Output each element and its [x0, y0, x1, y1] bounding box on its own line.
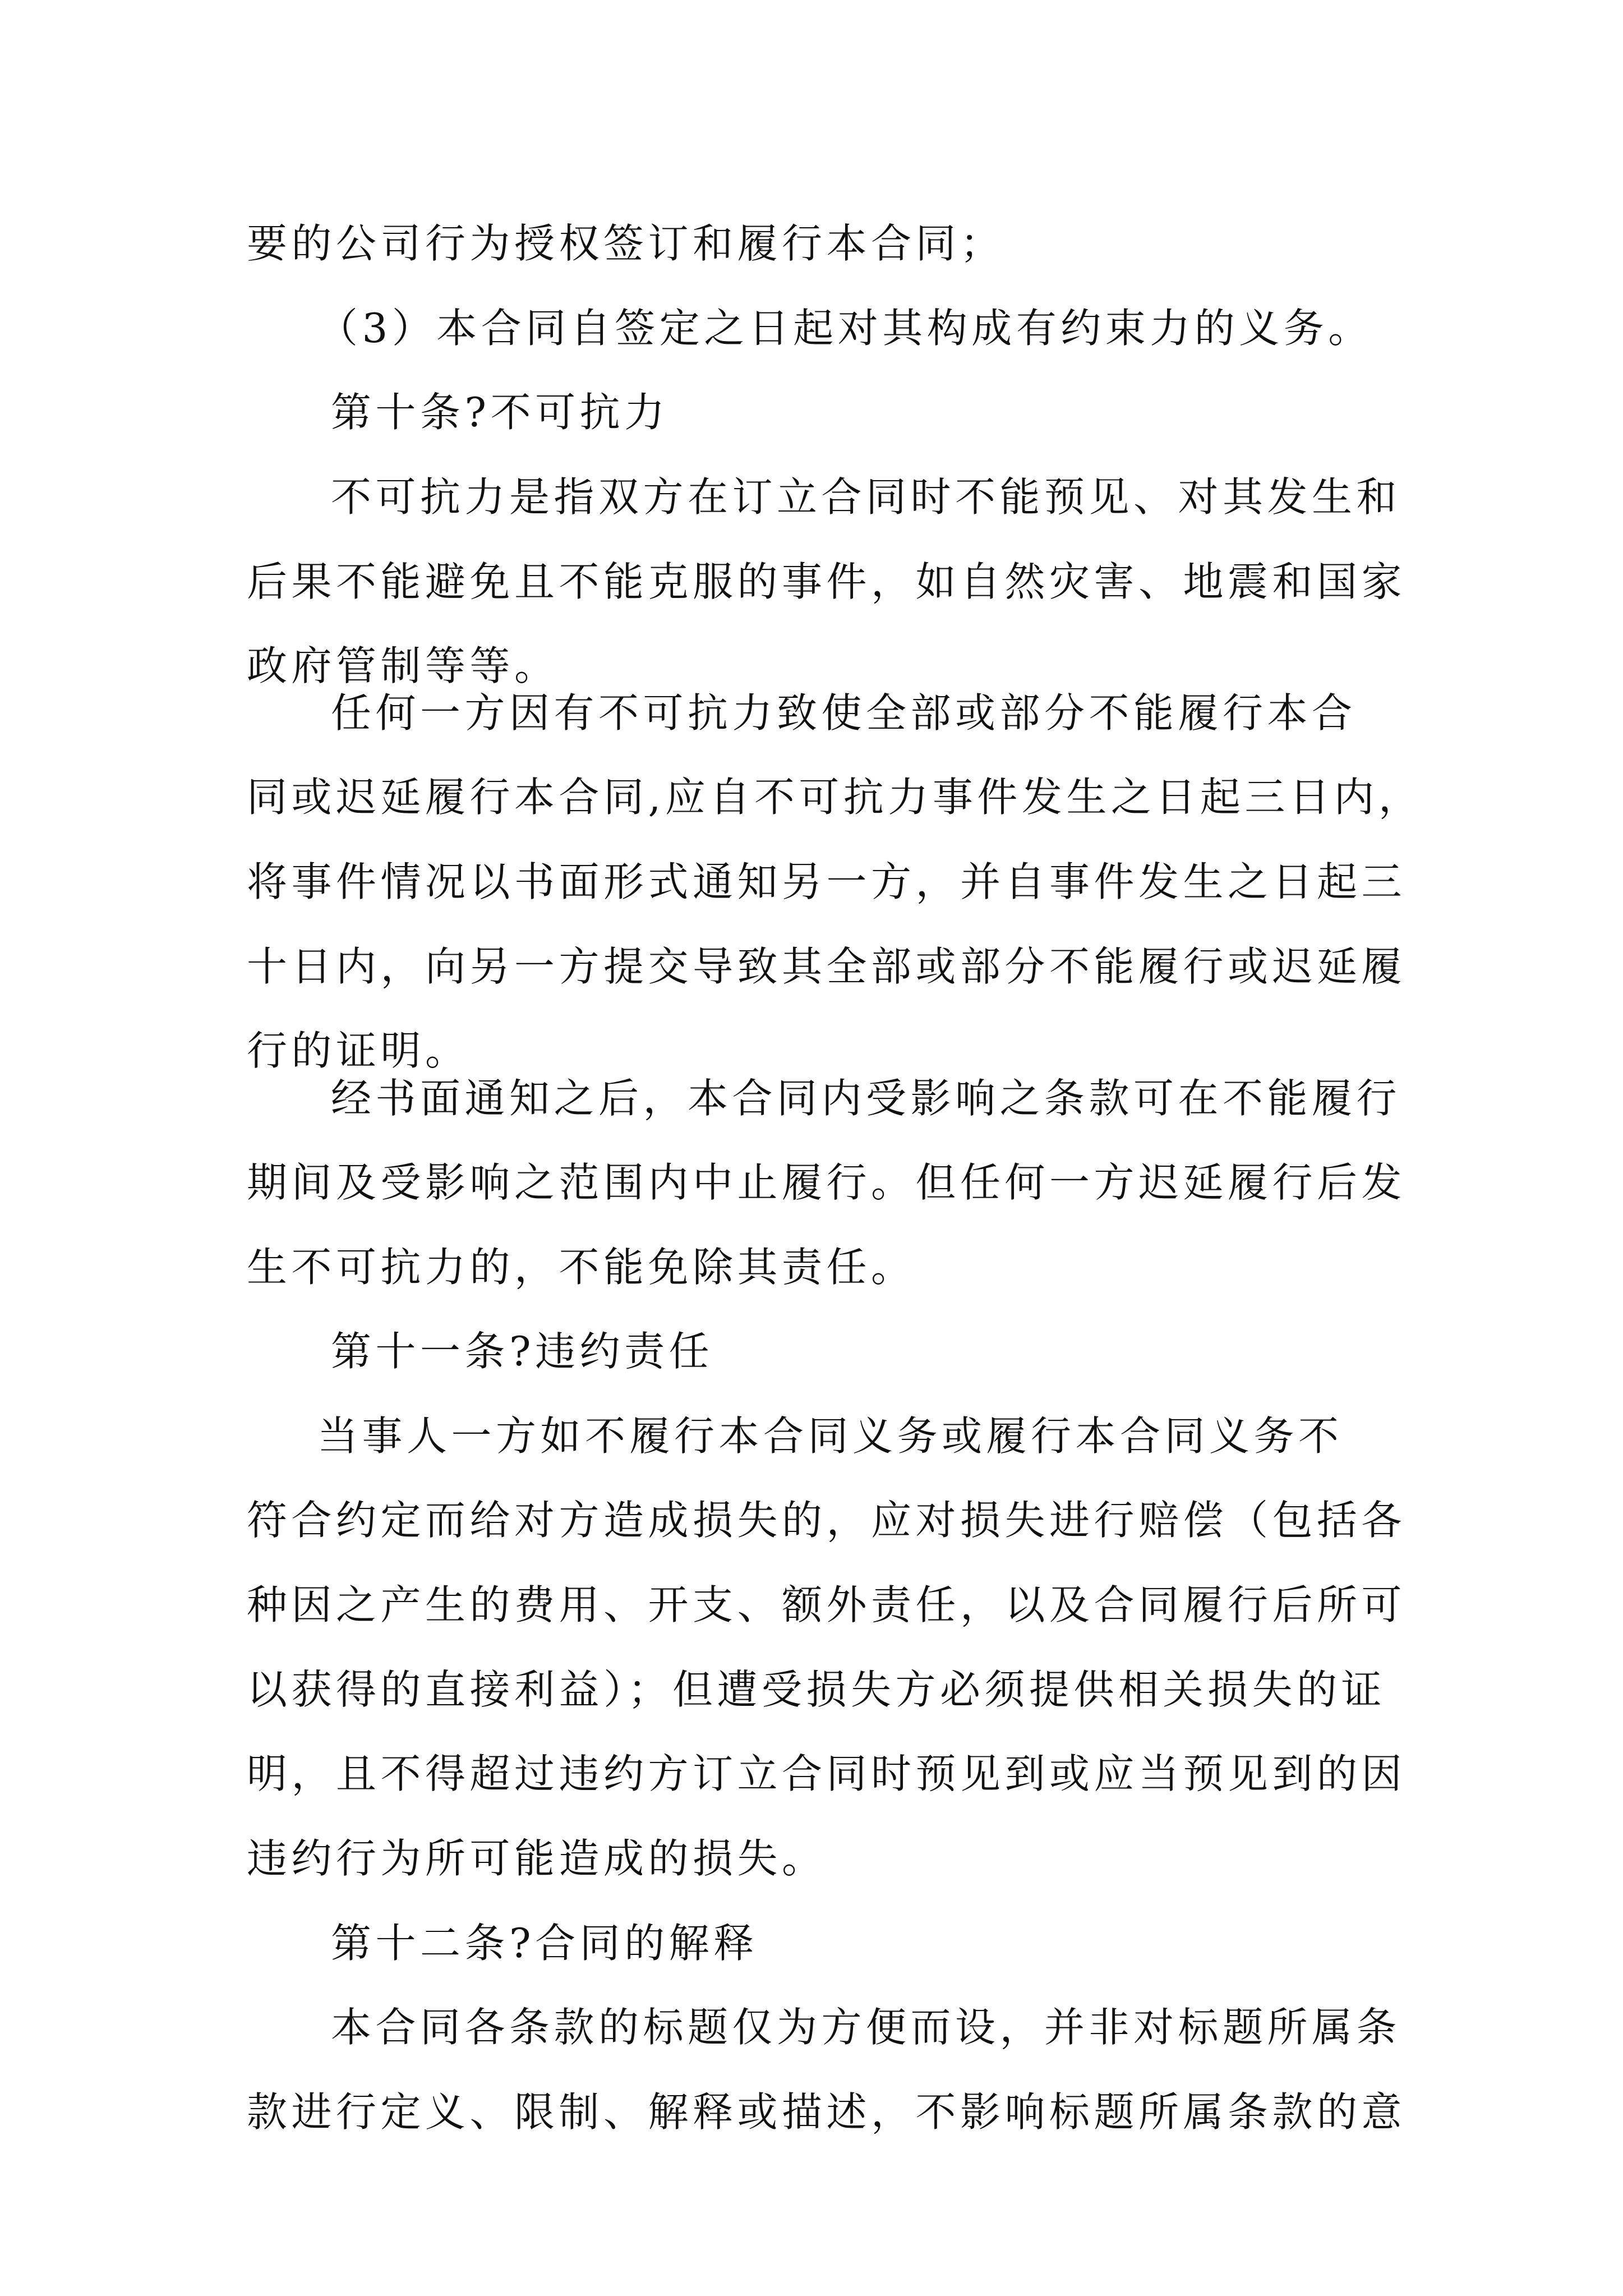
section-heading: 第十二条?合同的解释: [331, 1920, 758, 1967]
text-line: 款进行定义、限制、解释或描述，不影响标题所属条款的意: [247, 2088, 1407, 2136]
text-line: 期间及受影响之范围内中止履行。但任何一方迟延履行后发: [247, 1159, 1407, 1206]
text-line: 十日内，向另一方提交导致其全部或部分不能履行或迟延履: [247, 943, 1407, 990]
text-line: 当事人一方如不履行本合同义务或履行本合同义务不: [317, 1412, 1343, 1460]
text-line: 生不可抗力的，不能免除其责任。: [247, 1244, 916, 1291]
text-line: 符合约定而给对方造成损失的，应对损失进行赔偿（包括各: [247, 1497, 1407, 1544]
section-heading: 第十条?不可抗力: [331, 389, 669, 436]
section-heading: 第十一条?违约责任: [331, 1328, 714, 1375]
text-line: 以获得的直接利益）；但遭受损失方必须提供相关损失的证: [247, 1666, 1386, 1713]
text-line: 本合同各条款的标题仅为方便而设，并非对标题所属条: [331, 2004, 1401, 2051]
text-line: 要的公司行为授权签订和履行本合同；: [247, 220, 1005, 267]
text-line: 行的证明。: [247, 1027, 470, 1074]
text-line: 经书面通知之后，本合同内受影响之条款可在不能履行: [331, 1075, 1401, 1122]
text-line: 种因之产生的费用、开支、额外责任，以及合同履行后所可: [247, 1581, 1407, 1628]
text-line: 政府管制等等。: [247, 642, 559, 689]
text-line: 后果不能避免且不能克服的事件，如自然灾害、地震和国家: [247, 558, 1407, 605]
text-line: 明，且不得超过违约方订立合同时预见到或应当预见到的因: [247, 1750, 1407, 1797]
text-line: （3）本合同自签定之日起对其构成有约束力的义务。: [317, 305, 1373, 352]
text-line: 任何一方因有不可抗力致使全部或部分不能履行本合: [331, 689, 1357, 737]
text-line: 违约行为所可能造成的损失。: [247, 1835, 827, 1882]
text-line: 将事件情况以书面形式通知另一方，并自事件发生之日起三: [247, 858, 1407, 905]
text-line: 不可抗力是指双方在订立合同时不能预见、对其发生和: [331, 473, 1401, 521]
text-line: 同或迟延履行本合同,应自不可抗力事件发生之日起三日内，: [247, 774, 1423, 821]
